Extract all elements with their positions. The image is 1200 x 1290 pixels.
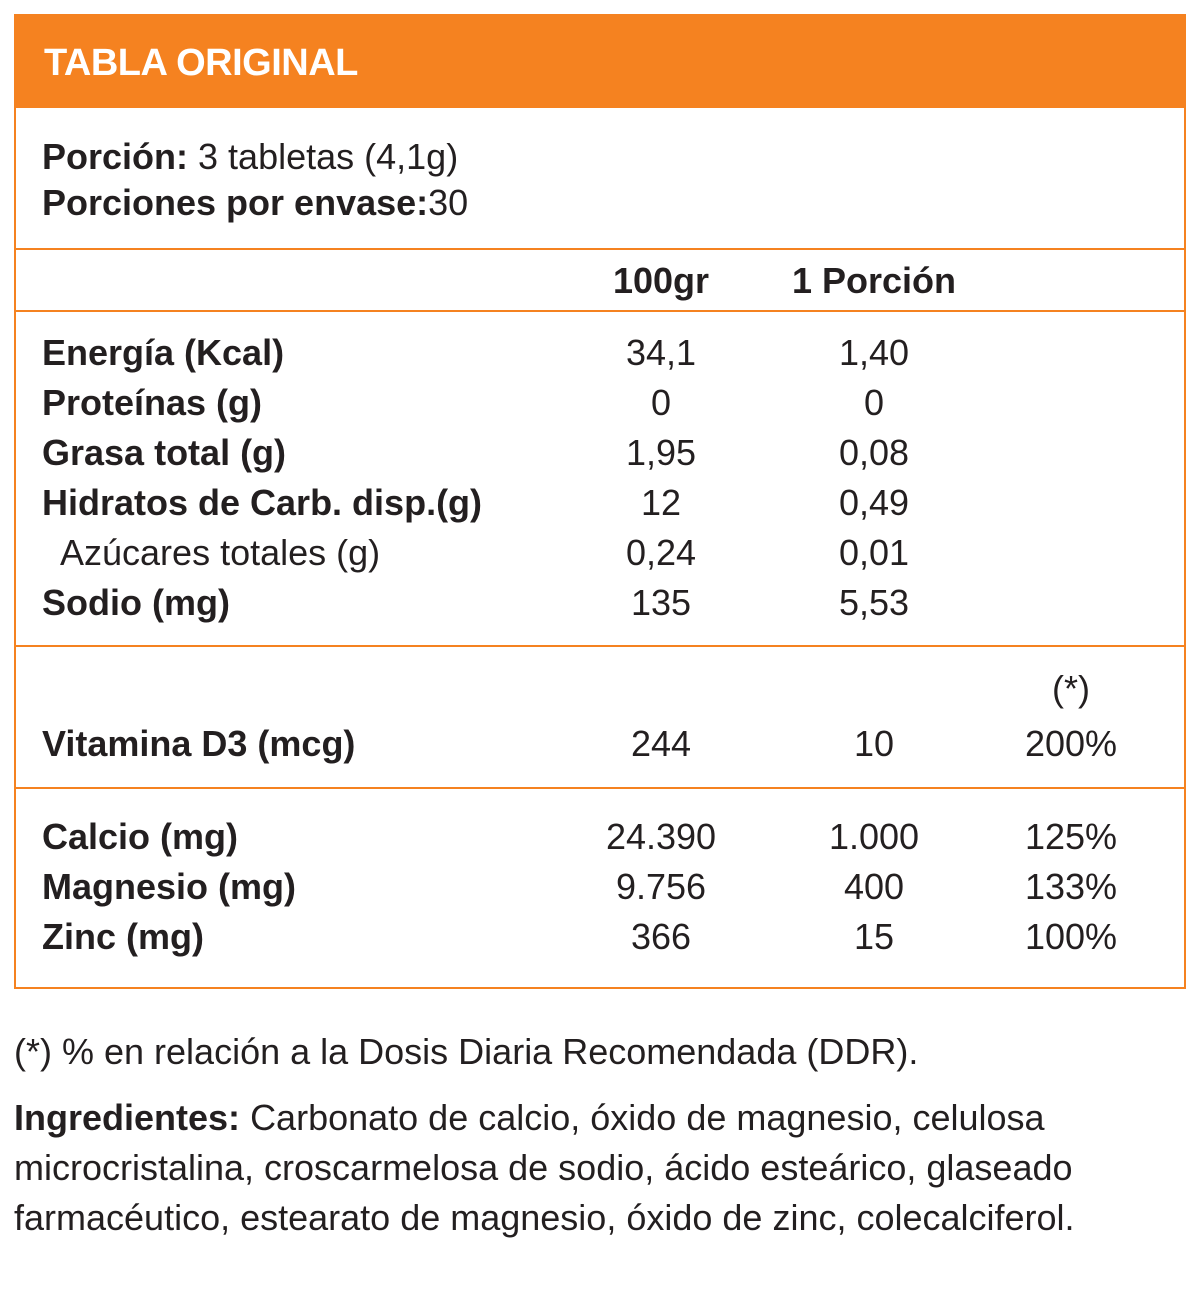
row-value-portion: 1,40 — [838, 332, 910, 373]
ddr-footnote: (*) % en relación a la Dosis Diaria Recomendada (DDR). — [14, 1031, 919, 1072]
row-label: Magnesio (mg) — [42, 866, 297, 907]
row-value-100gr: 24.390 — [605, 816, 717, 857]
row-value-portion: 0,49 — [838, 482, 910, 523]
row-value-ddr: 100% — [1024, 916, 1118, 957]
row-value-portion: 1.000 — [828, 816, 920, 857]
row-value-portion: 15 — [853, 916, 895, 957]
row-value-100gr: 34,1 — [625, 332, 697, 373]
row-value-100gr: 366 — [630, 916, 692, 957]
ingredients-label: Ingredientes: — [14, 1097, 241, 1138]
row-label: Grasa total (g) — [42, 432, 287, 473]
nutrition-table — [14, 14, 1186, 989]
row-value-ddr: 133% — [1024, 866, 1118, 907]
column-header-100gr: 100gr — [612, 260, 710, 301]
row-value-ddr: 125% — [1024, 816, 1118, 857]
row-value-100gr: 135 — [630, 582, 692, 623]
row-label: Zinc (mg) — [42, 916, 204, 957]
table-header — [16, 16, 1184, 108]
divider — [16, 645, 1184, 647]
row-value-portion: 400 — [843, 866, 905, 907]
row-value-100gr: 9.756 — [615, 866, 707, 907]
divider — [16, 310, 1184, 312]
row-value-100gr: 244 — [630, 723, 692, 764]
row-label: Energía (Kcal) — [42, 332, 285, 373]
servings-per-container-row — [42, 178, 468, 228]
divider — [16, 787, 1184, 789]
row-label: Calcio (mg) — [42, 816, 239, 857]
row-label: Vitamina D3 (mcg) — [42, 723, 356, 764]
column-header-portion: 1 Porción — [791, 260, 957, 301]
row-value-100gr: 1,95 — [625, 432, 697, 473]
row-value-100gr: 0 — [650, 382, 672, 423]
servings-per-container-value: 30 — [428, 182, 469, 223]
divider — [16, 248, 1184, 250]
ingredients-text: Carbonato de calcio, óxido de magnesio, celulosa microcristalina, croscarmelosa de sodio, ácido esteárico, glaseado farmacéutico, estearato de magnesio, óxido de zinc, colecalciferol. — [14, 1097, 1075, 1238]
serving-size-value: 3 tabletas (4,1g) — [198, 136, 459, 177]
row-value-portion: 5,53 — [838, 582, 910, 623]
row-value-portion: 0 — [863, 382, 885, 423]
row-value-100gr: 0,24 — [625, 532, 697, 573]
row-label: Sodio (mg) — [42, 582, 230, 623]
serving-size-row — [42, 132, 458, 182]
ddr-header: (*) — [1052, 668, 1090, 709]
table-title: TABLA ORIGINAL — [44, 42, 358, 84]
servings-per-container-label: Porciones por envase: — [42, 182, 429, 223]
row-label: Hidratos de Carb. disp.(g) — [42, 482, 483, 523]
row-label: Proteínas (g) — [42, 382, 263, 423]
row-value-ddr: 200% — [1024, 723, 1118, 764]
row-value-portion: 0,08 — [838, 432, 910, 473]
row-label-sub: Azúcares totales (g) — [60, 532, 381, 573]
row-value-portion: 10 — [853, 723, 895, 764]
serving-size-label: Porción: — [42, 136, 189, 177]
ingredients-paragraph — [14, 1093, 1189, 1243]
row-value-portion: 0,01 — [838, 532, 910, 573]
row-value-100gr: 12 — [640, 482, 682, 523]
